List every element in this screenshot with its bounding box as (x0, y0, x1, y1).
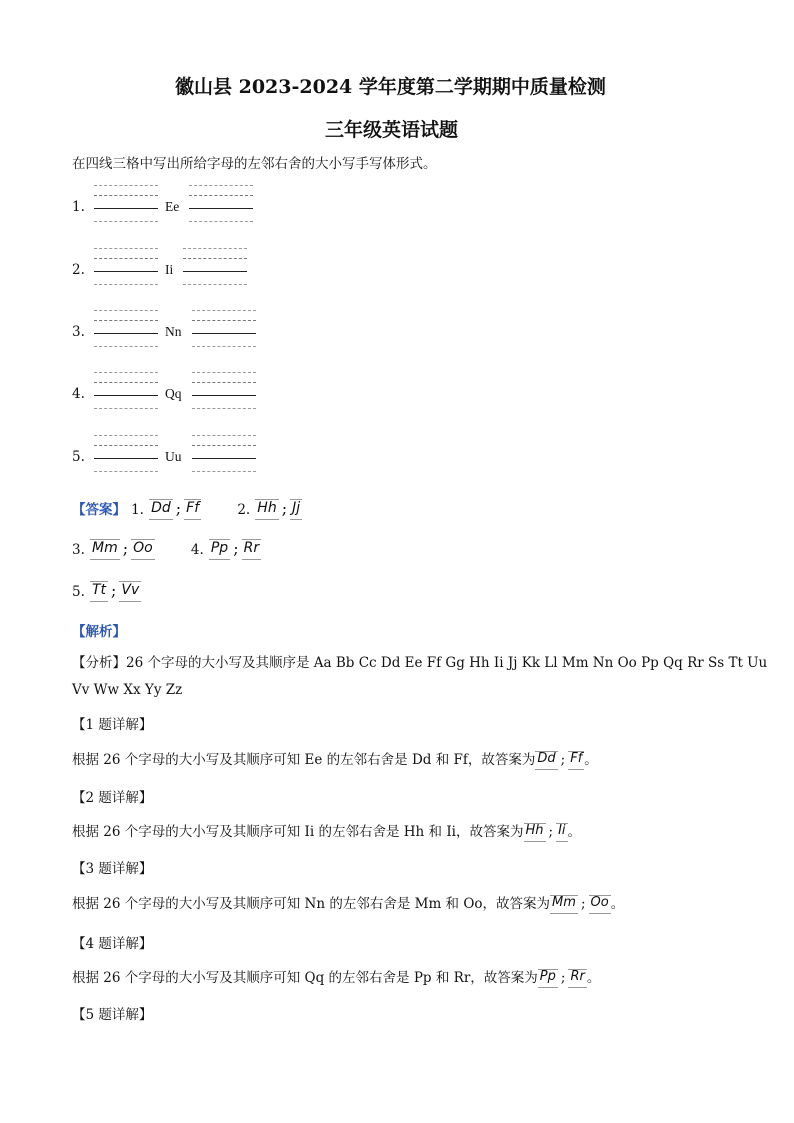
given-letter: Ee (165, 199, 180, 214)
instruction-text: 在四线三格中写出所给字母的左邻右舍的大小写手写体形式。 (72, 156, 437, 172)
writing-grid-right[interactable] (183, 248, 247, 288)
given-letter: Uu (165, 449, 182, 464)
detail-sentence: 根据 26 个字母的大小写及其顺序可知 Ee 的左邻右舍是 Dd 和 Ff，故答案为 (72, 752, 536, 768)
separator: ; (281, 499, 288, 518)
detail-label-3: 【3 题详解】 (72, 861, 153, 877)
analysis-label: 【解析】 (72, 624, 126, 640)
separator: ; (548, 824, 554, 840)
handwritten-answer: Ff (568, 751, 584, 770)
separator: ; (560, 752, 566, 768)
detail-label-1: 【1 题详解】 (72, 717, 153, 733)
detail-sentence: 根据 26 个字母的大小写及其顺序可知 Ii 的左邻右舍是 Hh 和 Ii，故答案为 (72, 824, 524, 840)
handwritten-answer: Vv (119, 581, 141, 602)
detail-label-4: 【4 题详解】 (72, 936, 153, 952)
detail-sentence: 根据 26 个字母的大小写及其顺序可知 Nn 的左邻右舍是 Mm 和 Oo，故答案为 (72, 896, 551, 912)
handwritten-answer: Dd (149, 499, 173, 520)
answer-number: 3. (72, 542, 85, 558)
separator: ; (122, 539, 129, 558)
separator: ; (580, 896, 586, 912)
handwritten-answer: Jj (290, 499, 302, 520)
separator: ; (175, 499, 182, 518)
given-letter: Nn (165, 324, 182, 339)
writing-grid-right[interactable] (192, 372, 256, 412)
separator: ; (233, 539, 239, 558)
question-number: 2. (72, 262, 85, 278)
detail-text-2 (72, 820, 581, 842)
answer-row-1 (72, 498, 302, 520)
document-title: 徽山县 2023-2024 学年度第二学期期中质量检测 (175, 76, 606, 98)
handwritten-answer: Pp (538, 969, 558, 988)
handwritten-answer: Ii (556, 823, 567, 842)
answer-number: 5. (72, 584, 85, 600)
answer-number: 2. (237, 502, 251, 518)
handwritten-answer: Rr (568, 969, 586, 988)
sentence-end: 。 (567, 824, 582, 840)
detail-sentence: 根据 26 个字母的大小写及其顺序可知 Qq 的左邻右舍是 Pp 和 Rr，故答案为 (72, 970, 538, 986)
handwritten-answer: Pp (209, 539, 230, 560)
handwritten-answer: Mm (90, 539, 120, 560)
fenxi-text: 26 个字母的大小写及其顺序是 Aa Bb Cc Dd Ee Ff Gg Hh Ii Jj Kk Ll Mm Nn Oo Pp Qq Rr Ss Tt Uu (126, 655, 768, 671)
handwritten-answer: Tt (90, 581, 108, 602)
answer-row-3 (72, 581, 141, 602)
writing-grid-right[interactable] (192, 435, 256, 475)
handwritten-answer: Hh (524, 823, 546, 842)
separator: ; (560, 970, 566, 986)
detail-label-2: 【2 题详解】 (72, 790, 153, 806)
writing-grid-left[interactable] (94, 248, 158, 288)
detail-label-5: 【5 题详解】 (72, 1007, 153, 1023)
writing-grid-left[interactable] (94, 185, 158, 225)
detail-text-3 (72, 892, 624, 914)
separator: ; (111, 581, 117, 600)
writing-grid-right[interactable] (192, 310, 256, 350)
handwritten-answer: Dd (535, 751, 557, 770)
writing-grid-left[interactable] (94, 310, 158, 350)
fenxi-line-2: Vv Ww Xx Yy Zz (72, 682, 183, 698)
question-number: 4. (72, 386, 85, 402)
writing-grid-left[interactable] (94, 435, 158, 475)
handwritten-answer: Hh (255, 499, 278, 520)
answer-number: 1. (131, 502, 144, 518)
document-subtitle: 三年级英语试题 (325, 119, 459, 141)
question-number: 5. (72, 449, 85, 465)
fenxi-label: 【分析】 (72, 655, 126, 671)
given-letter: Qq (165, 386, 182, 401)
handwritten-answer: Oo (589, 895, 611, 914)
sentence-end: 。 (584, 752, 598, 768)
writing-grid-left[interactable] (94, 372, 158, 412)
handwritten-answer: Rr (242, 539, 261, 560)
answer-row-2 (72, 539, 261, 560)
handwritten-answer: Ff (184, 499, 201, 520)
sentence-end: 。 (586, 970, 601, 986)
handwritten-answer: Oo (131, 539, 155, 560)
sentence-end: 。 (610, 896, 625, 912)
detail-text-4 (72, 966, 600, 988)
detail-text-1 (72, 748, 598, 770)
question-number: 3. (72, 324, 85, 340)
writing-grid-right[interactable] (189, 185, 253, 225)
handwritten-answer: Mm (550, 895, 578, 914)
given-letter: Ii (165, 262, 174, 277)
question-number: 1. (72, 199, 85, 215)
answer-label: 【答案】 (72, 502, 126, 518)
answer-number: 4. (190, 542, 204, 558)
fenxi-line-1 (72, 651, 767, 671)
